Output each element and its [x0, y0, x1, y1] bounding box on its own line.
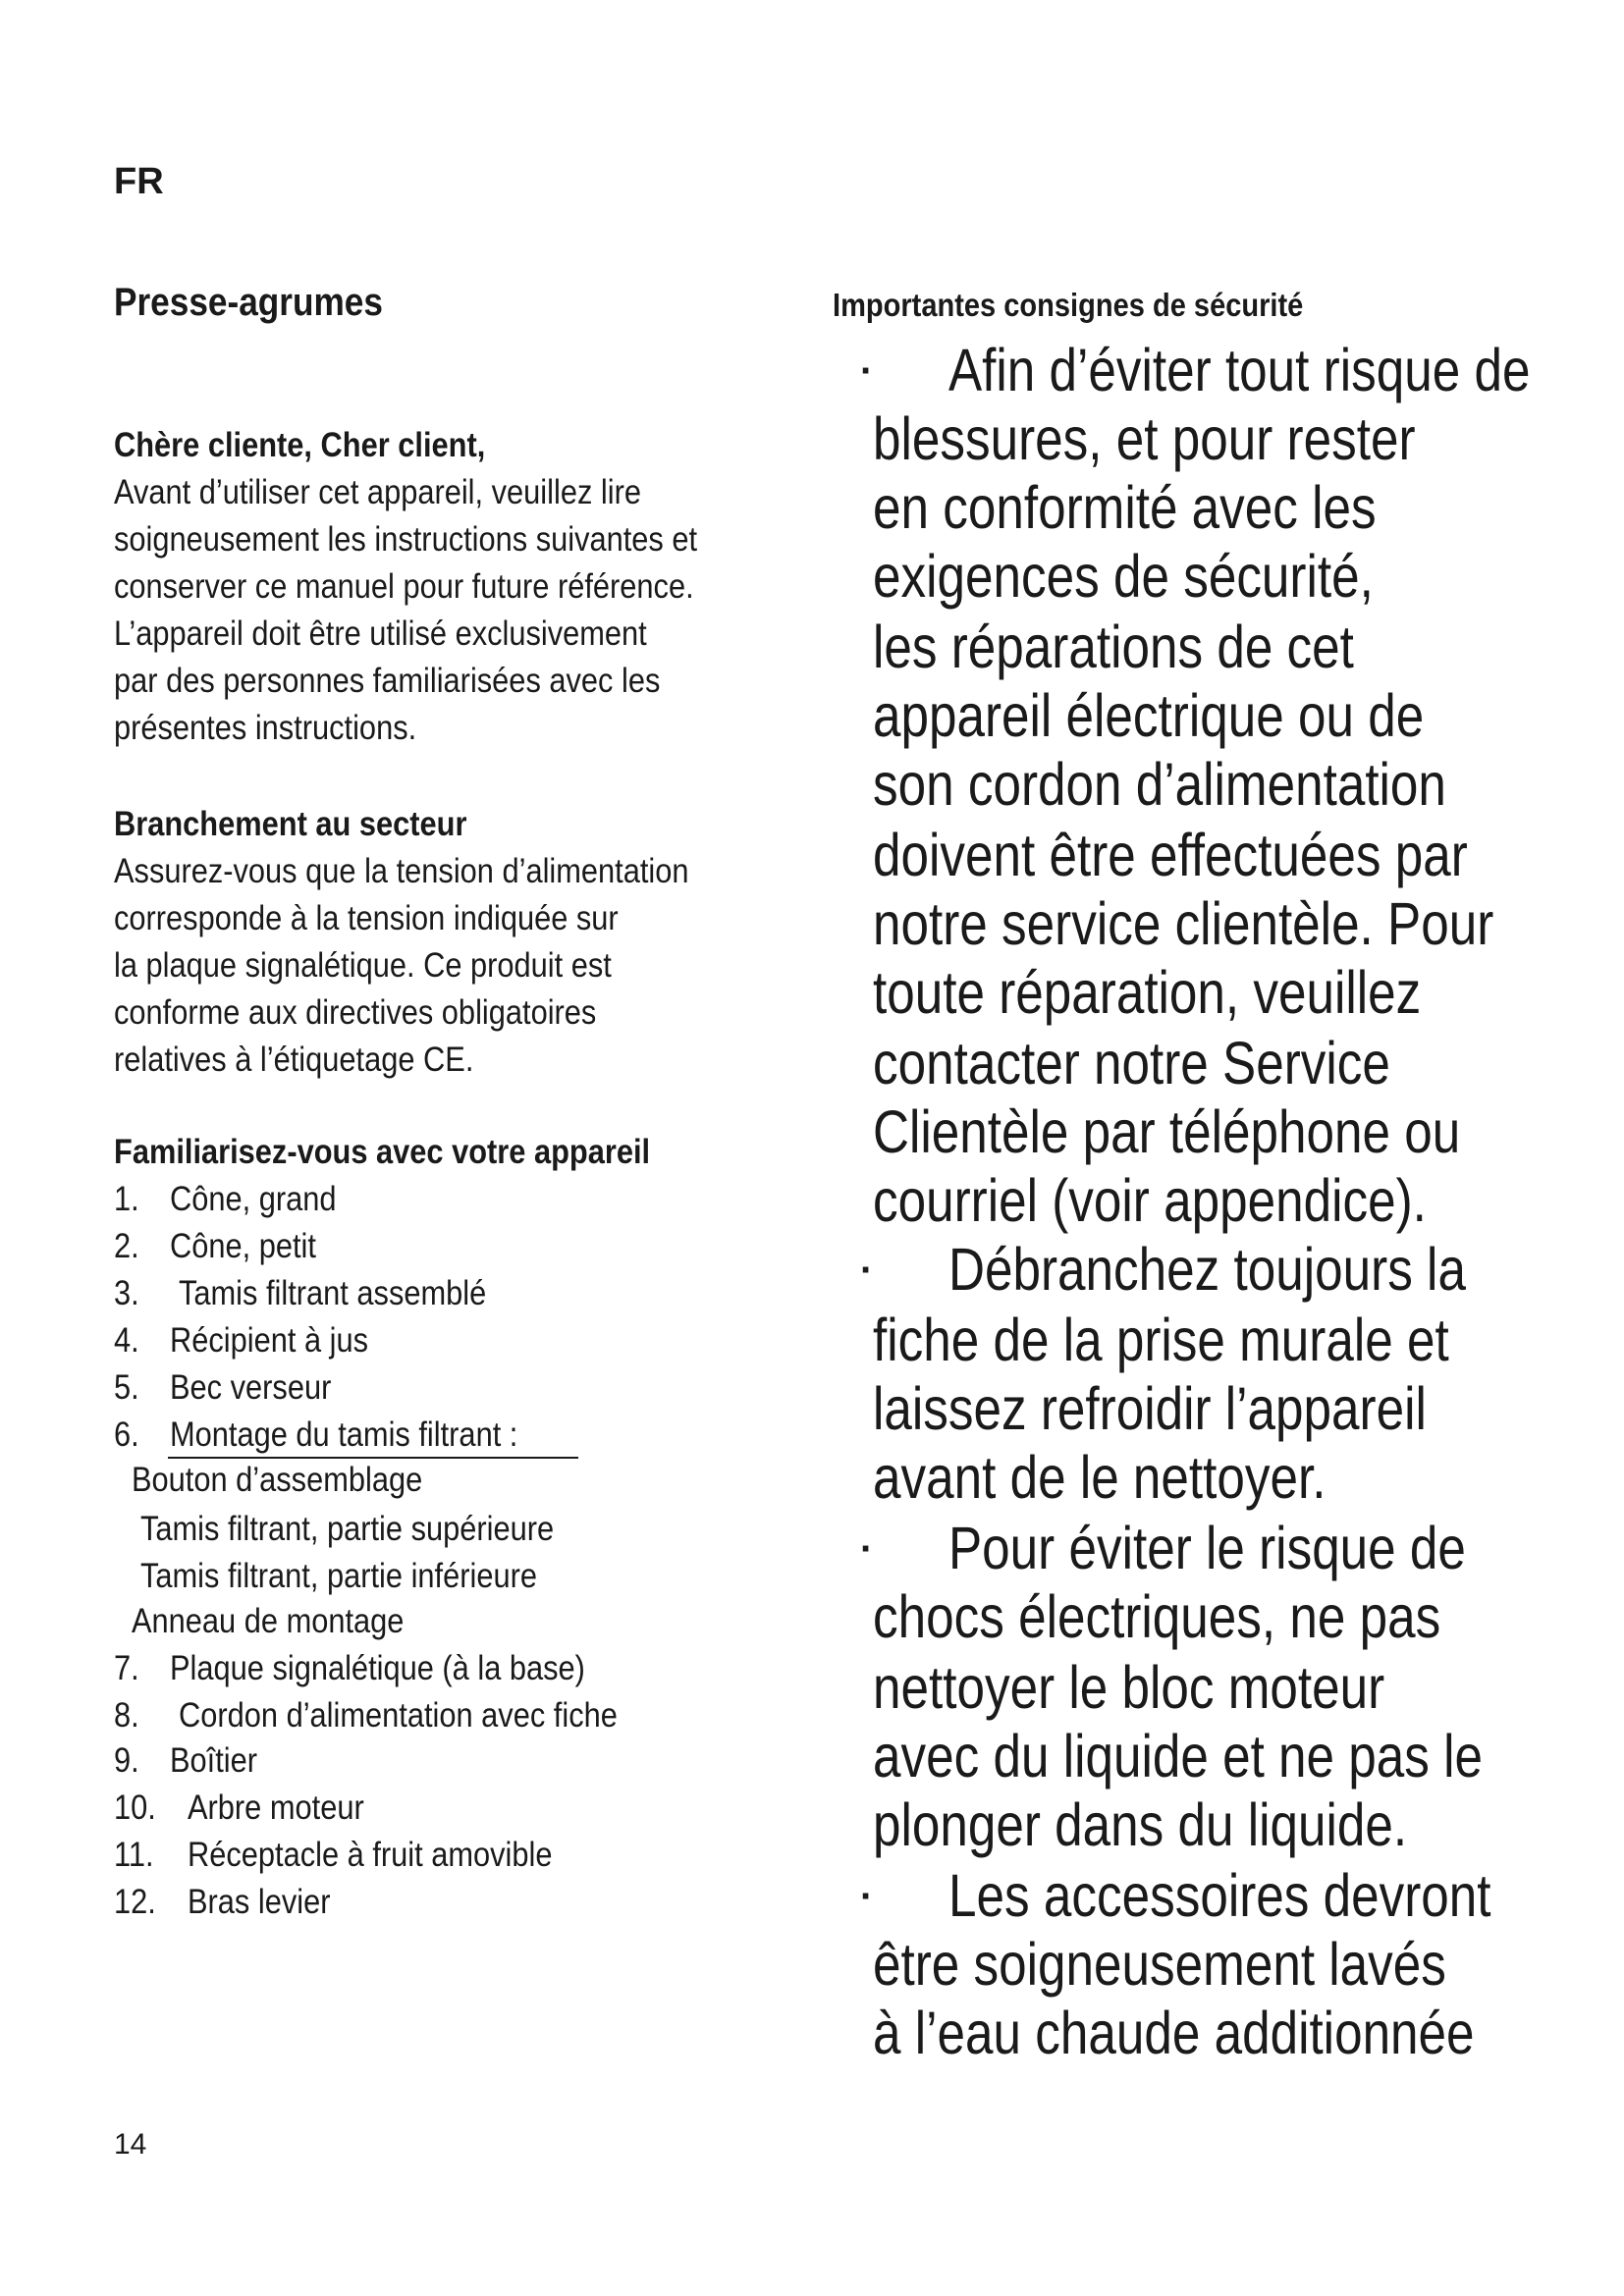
parts-num: 11. — [114, 1836, 154, 1874]
safety-line: fiche de la prise murale et — [873, 1307, 1449, 1373]
parts-num: 4. — [114, 1321, 139, 1360]
parts-num: 9. — [114, 1741, 139, 1780]
bullet-marker: · — [860, 1527, 874, 1571]
mains-line: la plaque signalétique. Ce produit est — [114, 946, 612, 985]
parts-num: 3. — [114, 1274, 139, 1312]
parts-item: Bras levier — [188, 1883, 331, 1921]
parts-item: Tamis filtrant assemblé — [179, 1274, 487, 1312]
safety-line: notre service clientèle. Pour — [873, 890, 1494, 957]
safety-line: courriel (voir appendice). — [873, 1167, 1427, 1234]
parts-num: 1. — [114, 1180, 139, 1218]
parts-item: Cône, grand — [170, 1180, 337, 1218]
parts-num: 5. — [114, 1368, 139, 1407]
safety-line: toute réparation, veuillez — [873, 959, 1422, 1026]
mains-line: conforme aux directives obligatoires — [114, 993, 597, 1032]
safety-line: Clientèle par téléphone ou — [873, 1098, 1461, 1165]
parts-item: Boîtier — [170, 1741, 258, 1780]
safety-line: contacter notre Service — [873, 1030, 1390, 1096]
safety-line: Débranchez toujours la — [948, 1236, 1466, 1303]
safety-line: en conformité avec les — [873, 474, 1377, 541]
safety-line: exigences de sécurité, — [873, 543, 1374, 610]
safety-line: Pour éviter le risque de — [948, 1515, 1466, 1581]
safety-line: appareil électrique ou de — [873, 682, 1425, 749]
page-number: 14 — [114, 2128, 147, 2161]
safety-line: Les accessoires devront — [948, 1862, 1491, 1929]
parts-item: Bec verseur — [170, 1368, 332, 1407]
parts-num: 8. — [114, 1696, 139, 1735]
safety-line: les réparations de cet — [873, 614, 1354, 680]
safety-line: à l’eau chaude additionnée — [873, 2000, 1475, 2066]
safety-line: chocs électriques, ne pas — [873, 1583, 1441, 1650]
parts-num: 6. — [114, 1415, 139, 1454]
parts-num: 7. — [114, 1649, 139, 1687]
parts-subitem: Tamis filtrant, partie supérieure — [140, 1510, 555, 1548]
safety-line: doivent être effectuées par — [873, 822, 1468, 888]
parts-subitem: Anneau de montage — [132, 1602, 405, 1640]
safety-line: blessures, et pour rester — [873, 405, 1416, 472]
greeting-heading: Chère cliente, Cher client, — [114, 426, 486, 464]
parts-item: Arbre moteur — [188, 1789, 364, 1827]
safety-line: laissez refroidir l’appareil — [873, 1375, 1427, 1442]
page-title: Presse-agrumes — [114, 281, 383, 324]
parts-item: Montage du tamis filtrant : — [170, 1415, 518, 1454]
safety-line: nettoyer le bloc moteur — [873, 1654, 1385, 1721]
greeting-line: Avant d’utiliser cet appareil, veuillez lire — [114, 473, 641, 511]
greeting-line: L’appareil doit être utilisé exclusivement — [114, 614, 647, 653]
bullet-marker: · — [860, 1875, 874, 1918]
safety-line: avant de le nettoyer. — [873, 1444, 1326, 1511]
parts-item: Cône, petit — [170, 1227, 316, 1265]
greeting-line: par des personnes familiarisées avec les — [114, 662, 661, 700]
mains-heading: Branchement au secteur — [114, 805, 467, 843]
safety-line: avec du liquide et ne pas le — [873, 1723, 1484, 1789]
parts-subitem: Tamis filtrant, partie inférieure — [140, 1557, 537, 1595]
parts-item: Plaque signalétique (à la base) — [170, 1649, 585, 1687]
safety-line: plonger dans du liquide. — [873, 1791, 1408, 1858]
parts-heading: Familiarisez-vous avec votre appareil — [114, 1133, 651, 1171]
parts-item: Récipient à jus — [170, 1321, 369, 1360]
safety-heading: Importantes consignes de sécurité — [833, 287, 1304, 323]
greeting-line: soigneusement les instructions suivantes et — [114, 520, 698, 559]
safety-line: Afin d’éviter tout risque de — [948, 337, 1531, 403]
safety-line: son cordon d’alimentation — [873, 751, 1446, 818]
language-code: FR — [114, 161, 164, 202]
mains-line: relatives à l’étiquetage CE. — [114, 1041, 474, 1079]
parts-item: Réceptacle à fruit amovible — [188, 1836, 553, 1874]
bullet-marker: · — [860, 1249, 874, 1292]
greeting-line: présentes instructions. — [114, 709, 417, 747]
parts-subitem: Bouton d’assemblage — [132, 1461, 423, 1499]
parts-num: 10. — [114, 1789, 156, 1827]
parts-item: Cordon d’alimentation avec fiche — [179, 1696, 618, 1735]
bullet-marker: · — [860, 349, 874, 393]
parts-num: 12. — [114, 1883, 156, 1921]
safety-line: être soigneusement lavés — [873, 1931, 1446, 1998]
greeting-line: conserver ce manuel pour future référence. — [114, 567, 694, 606]
parts-num: 2. — [114, 1227, 139, 1265]
mains-line: Assurez-vous que la tension d’alimentation — [114, 852, 689, 890]
mains-line: corresponde à la tension indiquée sur — [114, 899, 619, 937]
